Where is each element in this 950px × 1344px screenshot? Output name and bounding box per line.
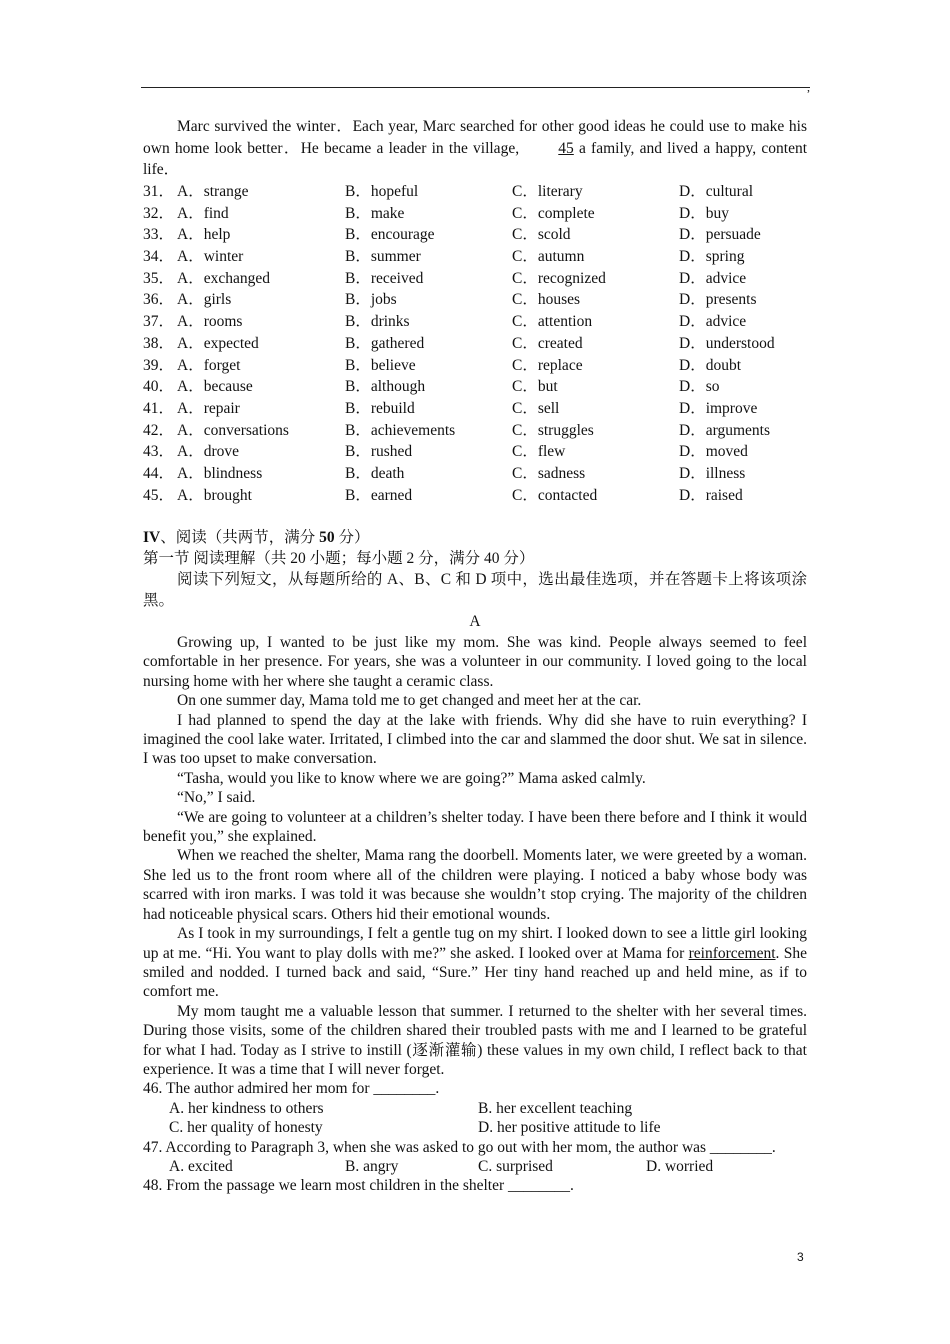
option-b: B．rebuild (345, 399, 415, 417)
passage-paragraph (143, 924, 807, 1002)
option-a: A. excited (169, 1157, 233, 1175)
option-row (143, 224, 807, 246)
option-d: D．so (679, 378, 720, 396)
option-a: A．strange (177, 183, 249, 200)
header-rule-mark: , (807, 80, 810, 94)
question-47: 47. According to Paragraph 3, when she was asked to go out with her mom, the author was ________. (143, 1138, 776, 1156)
option-d: D．spring (679, 248, 745, 266)
option-a: A．because (177, 378, 253, 396)
option-d: D. her positive attitude to life (478, 1119, 661, 1137)
option-a: A．find (177, 204, 229, 222)
option-row (143, 355, 807, 377)
option-d: D．cultural (679, 183, 754, 200)
option-c: C．but (512, 378, 558, 396)
option-a: A．winter (177, 248, 244, 266)
option-b: B．rushed (345, 443, 413, 461)
cloze-text: Marc survived the winter．Each year, Marc searched for other good ideas he could use to make his own home look better．He became a leader in the village, (143, 118, 807, 157)
option-b: B．achievements (345, 421, 456, 439)
option-c: C．replace (512, 356, 583, 374)
option-d: D．persuade (679, 226, 761, 244)
paragraph-text: As I took in my surroundings, I felt a gentle tug on my shirt. I looked down to see a little girl looking up at me. “Hi. You want to play dolls with me?” she asked. I looked over at Mama for (143, 925, 807, 962)
option-d: D．moved (679, 443, 748, 461)
option-row (143, 333, 807, 355)
instructions: 阅读下列短文，从每题所给的 A、B、C 和 D 项中，选出最佳选项，并在答题卡上将该项涂黑。 (143, 571, 807, 609)
option-d: D．advice (679, 269, 747, 287)
option-a: A．brought (177, 486, 252, 504)
section-heading-text: 、阅读（共两节，满分 (160, 529, 320, 546)
cloze-passage-end (143, 116, 807, 181)
question-number: 39． (143, 356, 175, 374)
option-b: B. her excellent teaching (478, 1099, 633, 1117)
option-b: B．believe (345, 356, 416, 374)
option-c: C．scold (512, 226, 571, 244)
option-a: A. her kindness to others (169, 1099, 324, 1117)
option-b: B. angry (345, 1157, 399, 1175)
option-c: C．struggles (512, 421, 594, 439)
option-row (143, 268, 807, 290)
option-c: C．complete (512, 204, 595, 222)
option-c: C．recognized (512, 269, 606, 287)
passage-label: A (469, 613, 481, 630)
option-c: C. her quality of honesty (169, 1119, 323, 1137)
option-b: B．drinks (345, 313, 410, 331)
option-c: C．created (512, 334, 583, 352)
option-row (143, 289, 807, 311)
option-c: C．houses (512, 291, 581, 309)
option-c: C．attention (512, 313, 593, 331)
passage-paragraph: Growing up, I wanted to be just like my mom. She was kind. People always seemed to feel comfortable in her presence. For years, she was a volunteer in our community. I loved going to the local nursing home with her where she taught a ceramic class. (143, 634, 807, 690)
option-a: A．forget (177, 356, 241, 374)
option-a: A．exchanged (177, 269, 270, 287)
passage-paragraph: When we reached the shelter, Mama rang the doorbell. Moments later, we were greeted by a woman. She led us to the front room where all of the children were playing. I noticed a baby whose body was scarred with iron marks. I was told it was because she wouldn’t stop crying. The majority of the children had noticeable physical scars. Others hid their emotional wounds. (143, 847, 807, 923)
section-numeral: IV (143, 529, 161, 546)
option-c: C．sadness (512, 464, 586, 482)
cloze-text-end: a family, and lived a happy, content life． (143, 139, 807, 178)
option-row (143, 203, 807, 225)
question-47-options (143, 1157, 807, 1176)
section-score: 50 (319, 529, 335, 546)
question-number: 43． (143, 443, 175, 461)
question-number: 36． (143, 291, 175, 309)
option-d: D. worried (646, 1157, 714, 1175)
passage-a (143, 633, 807, 1196)
question-46-options-row1 (143, 1099, 807, 1118)
passage-paragraph: “We are going to volunteer at a children’s shelter today. I have been there before and I think it would benefit you,” she explained. (143, 808, 807, 846)
passage-paragraph: “No,” I said. (177, 789, 256, 807)
question-48: 48. From the passage we learn most children in the shelter ________. (143, 1177, 574, 1195)
option-a: A．blindness (177, 464, 263, 482)
option-d: D．improve (679, 399, 758, 417)
option-b: B．summer (345, 248, 421, 266)
option-d: D．buy (679, 204, 729, 222)
option-row (143, 420, 807, 442)
question-number: 40． (143, 378, 175, 396)
option-c: C．autumn (512, 248, 585, 266)
option-a: A．conversations (177, 421, 289, 439)
option-d: D．doubt (679, 356, 742, 374)
option-a: A．expected (177, 334, 259, 352)
option-a: A．drove (177, 443, 239, 461)
option-row (143, 311, 807, 333)
question-number: 35． (143, 269, 175, 287)
option-row (143, 398, 807, 420)
option-b: B．jobs (345, 291, 397, 309)
passage-paragraph: “Tasha, would you like to know where we are going?” Mama asked calmly. (177, 769, 646, 787)
question-number: 33． (143, 226, 175, 244)
question-number: 38． (143, 334, 175, 352)
option-c: C．flew (512, 443, 566, 461)
question-number: 32． (143, 204, 175, 222)
option-d: D．advice (679, 313, 747, 331)
question-46-options-row2 (143, 1118, 807, 1137)
option-d: D．presents (679, 291, 757, 309)
question-number: 37． (143, 313, 175, 331)
option-d: D．arguments (679, 421, 770, 439)
section-heading-tail: 分） (334, 529, 370, 546)
question-number: 42． (143, 421, 175, 439)
option-row (143, 485, 807, 507)
option-a: A．help (177, 226, 231, 244)
reading-section-header (143, 527, 807, 632)
option-b: B．although (345, 378, 426, 396)
question-number: 31． (143, 183, 175, 200)
passage-paragraph: On one summer day, Mama told me to get changed and meet her at the car. (177, 692, 642, 710)
option-a: A．girls (177, 291, 232, 309)
option-b: B．death (345, 464, 405, 482)
option-b: B．gathered (345, 334, 425, 352)
option-b: B．encourage (345, 226, 435, 244)
question-number: 34． (143, 248, 175, 266)
option-row (143, 441, 807, 463)
option-c: C．literary (512, 183, 583, 200)
option-a: A．rooms (177, 313, 243, 331)
option-row (143, 376, 807, 398)
option-b: B．hopeful (345, 183, 419, 200)
option-b: B．earned (345, 486, 413, 504)
option-d: D．illness (679, 464, 746, 482)
option-b: B．make (345, 204, 405, 222)
option-a: A．repair (177, 399, 240, 417)
option-row (143, 181, 807, 203)
option-d: D．raised (679, 486, 743, 504)
option-d: D．understood (679, 334, 775, 352)
passage-paragraph: My mom taught me a valuable lesson that summer. I returned to the shelter with her several times. During those visits, some of the children shared their troubled pasts with me and I learned to be grateful for what I had. Today as I strive to instill (逐渐灌输) these values in my own child, I reflect back to that experience. It was a time that I will never forget. (143, 1002, 807, 1078)
page-number: 3 (797, 1250, 804, 1264)
option-c: C．sell (512, 399, 560, 417)
paragraph-text: . She smiled and nodded. I turned back and said, “Sure.” Her tiny hand reached up and held mine, as if to comfort me. (143, 944, 807, 1001)
question-46: 46. The author admired her mom for ________. (143, 1080, 440, 1098)
option-row (143, 246, 807, 268)
header-rule (141, 87, 810, 88)
question-number: 41． (143, 399, 175, 417)
option-c: C. surprised (478, 1157, 553, 1175)
passage-paragraph: I had planned to spend the day at the lake with friends. Why did she have to ruin everything? I imagined the cool lake water. Irritated, I climbed into the car and slammed the door shut. We sat in silence. I was too upset to make conversation. (143, 711, 807, 768)
section-heading (143, 527, 807, 548)
option-c: C．contacted (512, 486, 598, 504)
cloze-paragraph (143, 116, 807, 181)
option-b: B．received (345, 269, 424, 287)
cloze-options (143, 181, 807, 506)
underlined-word: reinforcement (688, 944, 776, 962)
cloze-blank: 45 (558, 139, 574, 157)
subsection-heading: 第一节 阅读理解（共 20 小题；每小题 2 分，满分 40 分） (143, 550, 535, 567)
question-number: 44． (143, 464, 175, 482)
question-number: 45． (143, 486, 175, 504)
option-row (143, 463, 807, 485)
